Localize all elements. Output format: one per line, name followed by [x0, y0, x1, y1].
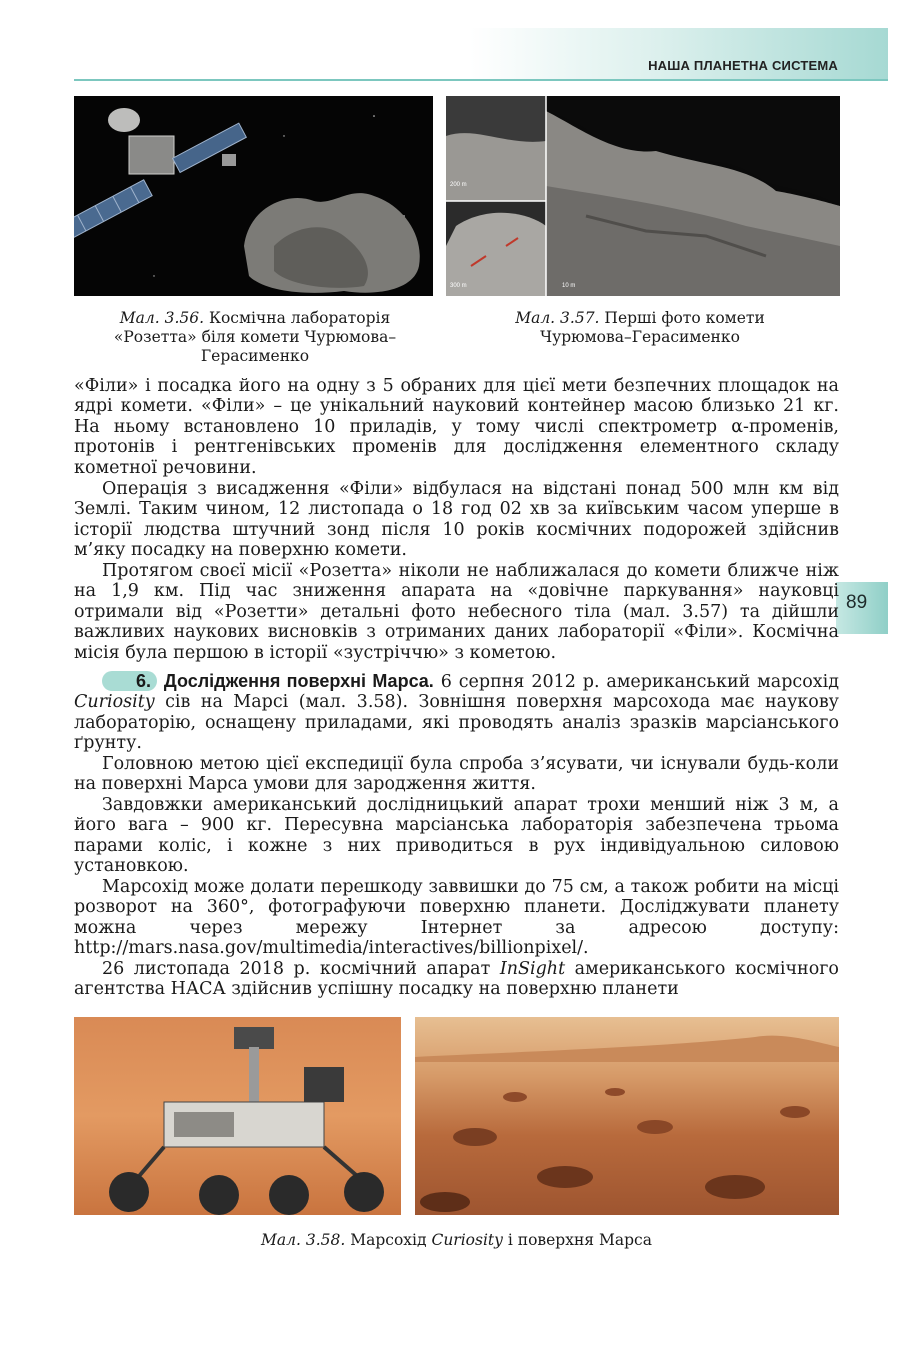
paragraph: Протягом своєї місії «Розетта» ніколи не наближалася до комети ближче ніж на 1,9 км. Під час зниження апарата на «довічне паркування» науковці отримали від «Розетти» детальні фото небесного тіла (мал. 3.57) та дійшли важливих наукових висновків з отриманих даних лабораторії «Філи». Космічна місія була першою в історії «зустріччю» з кометою. — [74, 561, 839, 663]
figure-caption-358 — [74, 1231, 839, 1250]
section-text: 6 серпня 2012 р. американський марсохід — [440, 672, 839, 692]
scale-label: 300 m — [450, 283, 467, 289]
figure-caption-356 — [80, 309, 430, 366]
caption-number: Мал. 3.57. — [515, 309, 600, 327]
page-number: 89 — [846, 592, 868, 613]
caption-text: Марсохід — [350, 1231, 427, 1249]
paragraph — [74, 959, 839, 1000]
rover-name: Curiosity — [431, 1231, 503, 1249]
paragraph: Марсохід може долати перешкоду заввишки до 75 см, а також робити на місці розворот на 360°, фотографуючи поверхню планети. Досліджувати планету можна через мережу Інтернет за адресою доступу: http://mars.nasa.gov/multimedia/interactives/billionpixel/. — [74, 877, 839, 959]
paragraph: Головною метою цієї експедиції була спроба з’ясувати, чи існували будь-коли на поверхні Марса умови для зародження життя. — [74, 754, 839, 795]
rosetta-comet-photo — [74, 96, 433, 296]
paragraph-text: американського космічного агентства НАСА здійснив успішну посадку на поверхню планети — [74, 959, 839, 1000]
section-title: Дослідження поверхні Марса. — [163, 671, 434, 691]
paragraph: «Філи» і посадка його на одну з 5 обраних для цієї мети безпечних площадок на ядрі комети. «Філи» – це унікальний науковий контейнер масою близько 21 кг. На ньому встановлено 10 приладів, у тому числі спектрометр α-променів, протонів і рентгенівських променів для дослідження елементного складу кометної речовини. — [74, 376, 839, 478]
caption-text: і поверхня Марса — [507, 1231, 652, 1249]
paragraph: Операція з висадження «Філи» відбулася на відстані понад 500 млн км від Землі. Таким чином, 12 листопада о 18 год 02 хв за київським часом уперше в історії людства штучний зонд після 10 років космічних подорожей здійснив м’яку посадку на поверхню комети. — [74, 479, 839, 561]
rover-name: Curiosity — [74, 692, 155, 713]
section-paragraph — [74, 671, 839, 754]
running-header: НАША ПЛАНЕТНА СИСТЕМА — [648, 58, 838, 73]
paragraph-text: 26 листопада 2018 р. космічний апарат — [102, 959, 491, 979]
spacecraft-name: InSight — [499, 959, 566, 979]
scale-label: 200 m — [450, 182, 467, 188]
curiosity-rover-photo — [74, 1017, 401, 1215]
section-number: 6. — [102, 671, 157, 691]
figure-caption-357 — [470, 309, 810, 347]
comet-surface-photo — [446, 96, 840, 296]
section-text: сів на Марсі (мал. 3.58). Зовнішня поверхня марсохода має наукову лабораторію, оснащену приладами, які проводять аналіз зразків марсіанського ґрунту. — [74, 692, 839, 754]
paragraph: Завдовжки американський дослідницький апарат трохи менший ніж 3 м, а його вага – 900 кг. Пересувна марсіанська лабораторія забезпечена трьома парами коліс, і кожне з них приводиться в рух індивідуальною силовою установкою. — [74, 795, 839, 877]
caption-number: Мал. 3.58. — [261, 1231, 346, 1249]
caption-text: Космічна лабораторія «Розетта» біля комети Чурюмова–Герасименко — [113, 309, 397, 365]
header-rule — [74, 79, 888, 81]
caption-text: Перші фото комети Чурюмова–Герасименко — [540, 309, 765, 346]
caption-number: Мал. 3.56. — [119, 309, 205, 327]
scale-label: 10 m — [562, 283, 576, 289]
mars-surface-photo — [415, 1017, 839, 1215]
